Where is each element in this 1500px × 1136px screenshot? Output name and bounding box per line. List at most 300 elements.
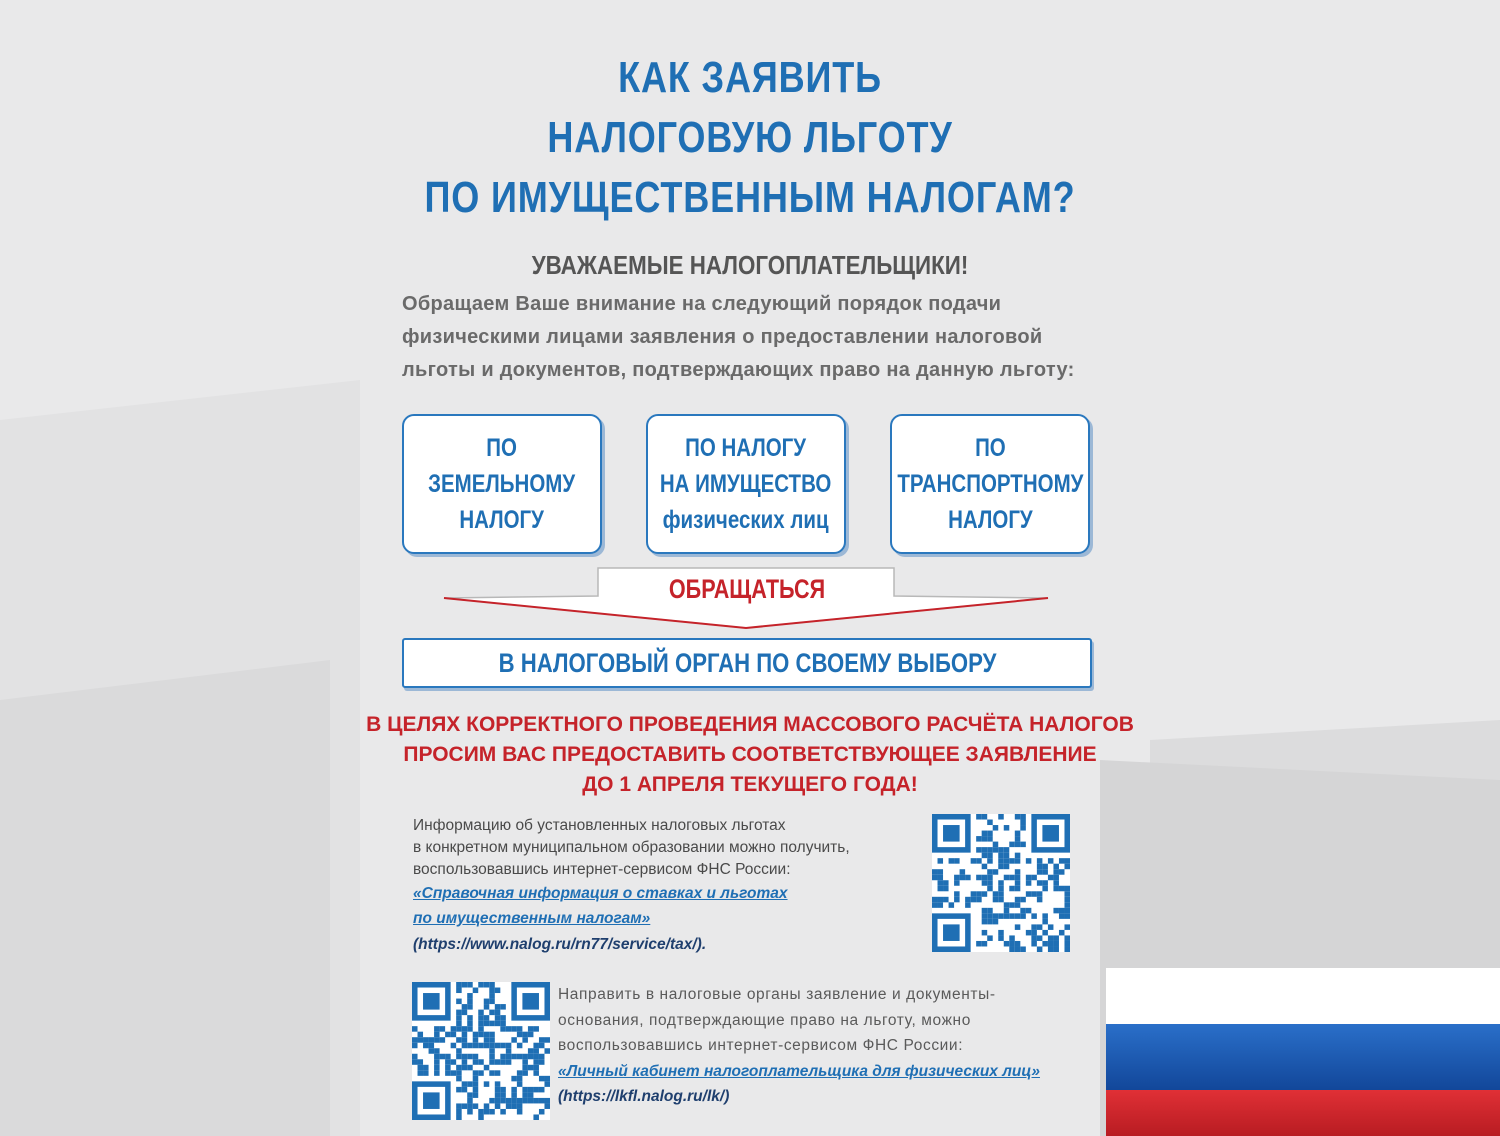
qr-module	[982, 836, 988, 842]
qr-module	[1048, 946, 1054, 952]
qr-module	[434, 1054, 440, 1060]
qr-module	[954, 891, 960, 897]
qr-module	[434, 1070, 440, 1076]
qr-module	[434, 1037, 440, 1043]
qr-module	[511, 1098, 517, 1104]
qr-module	[478, 1015, 484, 1021]
qr-module	[495, 1087, 501, 1093]
qr-module	[456, 1010, 462, 1016]
qr-module	[467, 999, 473, 1005]
qr-module	[473, 1059, 479, 1065]
qr-module	[451, 1032, 457, 1038]
qr-module	[418, 1037, 424, 1043]
qr-module	[528, 1098, 534, 1104]
target-box	[402, 638, 1092, 688]
qr-module	[467, 993, 473, 999]
qr-module	[1004, 908, 1010, 914]
qr-module	[517, 1103, 523, 1109]
qr-module	[462, 1059, 468, 1065]
qr-module	[462, 1043, 468, 1049]
qr-module	[412, 1054, 418, 1060]
qr-module	[456, 1070, 462, 1076]
qr-module	[1064, 946, 1070, 952]
info2-line-2: основания, подтверждающие право на льготу, можно	[558, 1011, 971, 1029]
target-label: В НАЛОГОВЫЙ ОРГАН ПО СВОЕМУ ВЫБОРУ	[498, 647, 996, 678]
qr-module	[429, 1043, 435, 1049]
qr-module	[1064, 897, 1070, 903]
qr-module	[500, 1087, 506, 1093]
qr-module	[1015, 869, 1021, 875]
qr-module	[1064, 886, 1070, 892]
qr-module	[456, 982, 462, 988]
qr-module	[1026, 858, 1032, 864]
qr-module	[511, 1026, 517, 1032]
info2-line-1: Направить в налоговые органы заявление и документы-	[558, 986, 996, 1003]
qr-module	[982, 891, 988, 897]
qr-module	[517, 1081, 523, 1087]
qr-module	[462, 1065, 468, 1071]
qr-module	[1015, 897, 1021, 903]
qr-module	[522, 1037, 528, 1043]
qr-module	[943, 924, 960, 941]
qr-module	[423, 1043, 429, 1049]
rates-service-link-cont[interactable]: по имущественным налогам»	[413, 910, 651, 927]
qr-module	[1004, 853, 1010, 859]
tax-box-line: ПО	[974, 434, 1006, 462]
qr-module	[539, 1087, 545, 1093]
qr-module	[412, 1026, 418, 1032]
qr-module	[1042, 886, 1048, 892]
qr-module	[495, 1004, 501, 1010]
qr-module	[495, 1059, 501, 1065]
qr-module	[976, 897, 982, 903]
qr-module	[544, 1103, 550, 1109]
qr-module	[418, 1070, 424, 1076]
qr-module	[473, 1043, 479, 1049]
qr-module	[484, 1032, 490, 1038]
rates-service-link[interactable]: «Справочная информация о ставках и льготах	[413, 885, 788, 902]
qr-module	[473, 1087, 479, 1093]
qr-module	[506, 1026, 512, 1032]
qr-module	[998, 897, 1004, 903]
qr-module	[478, 1026, 484, 1032]
qr-module	[1009, 941, 1015, 947]
qr-module	[434, 1065, 440, 1071]
qr-module	[998, 858, 1004, 864]
qr-module	[506, 1059, 512, 1065]
qr-module	[1059, 869, 1065, 875]
qr-module	[971, 891, 977, 897]
info1-line-1: Информацию об установленных налоговых льготах	[413, 817, 786, 834]
qr-module	[1009, 913, 1015, 919]
qr-module	[489, 1054, 495, 1060]
qr-module	[511, 1103, 517, 1109]
qr-module	[456, 1021, 462, 1027]
qr-module	[1004, 858, 1010, 864]
qr-module	[1059, 886, 1065, 892]
qr-module	[462, 1010, 468, 1016]
qr-module	[1009, 886, 1015, 892]
qr-module	[1004, 902, 1010, 908]
qr-module	[484, 982, 490, 988]
tax-box-line: НАЛОГУ	[459, 506, 545, 534]
info2-line-3: воспользовавшись интернет-сервисом ФНС России:	[558, 1037, 964, 1054]
qr-module	[976, 875, 982, 881]
info1-line-2: в конкретном муниципальном образовании можно получить,	[413, 839, 850, 856]
qr-module	[993, 869, 999, 875]
qr-module	[517, 1043, 523, 1049]
qr-module	[544, 1048, 550, 1054]
qr-module	[473, 1103, 479, 1109]
qr-module	[976, 891, 982, 897]
qr-module	[467, 982, 473, 988]
qr-module	[522, 1070, 528, 1076]
qr-module	[1042, 880, 1048, 886]
qr-module	[445, 1065, 451, 1071]
qr-module	[517, 1070, 523, 1076]
qr-module	[1026, 908, 1032, 914]
qr-module	[484, 999, 490, 1005]
qr-module	[982, 831, 988, 837]
qr-module	[1064, 891, 1070, 897]
qr-module	[938, 858, 944, 864]
qr-module	[1042, 825, 1059, 842]
qr-module	[456, 1109, 462, 1115]
qr-module	[1026, 891, 1032, 897]
intro-line-3: льготы и документов, подтверждающих право на данную льготу:	[402, 359, 1075, 381]
qr-module	[1037, 935, 1043, 941]
qr-module	[495, 1081, 501, 1087]
qr-module	[1009, 946, 1015, 952]
qr-module	[1015, 902, 1021, 908]
qr-module	[467, 1065, 473, 1071]
qr-module	[976, 858, 982, 864]
title-line-2: НАЛОГОВУЮ ЛЬГОТУ	[547, 113, 953, 162]
qr-module	[982, 930, 988, 936]
qr-module	[1015, 853, 1021, 859]
qr-module	[456, 1054, 462, 1060]
qr-module	[489, 1109, 495, 1115]
qr-module	[932, 869, 938, 875]
warning-line-2: ПРОСИМ ВАС ПРЕДОСТАВИТЬ СООТВЕТСТВУЮЩЕЕ ЗАЯВЛЕНИЕ	[403, 743, 1097, 766]
qr-module	[539, 1076, 545, 1082]
qr-module	[467, 1103, 473, 1109]
qr-module	[1064, 864, 1070, 870]
qr-module	[467, 1098, 473, 1104]
qr-module	[998, 891, 1004, 897]
qr-module	[423, 1070, 429, 1076]
qr-module	[418, 1032, 424, 1038]
qr-module	[1064, 941, 1070, 947]
taxpayer-cabinet-link[interactable]: «Личный кабинет налогоплательщика для физических лиц»	[558, 1062, 1040, 1080]
qr-module	[1026, 930, 1032, 936]
qr-module	[467, 1081, 473, 1087]
qr-module	[506, 1054, 512, 1060]
qr-module	[539, 1098, 545, 1104]
qr-module	[982, 908, 988, 914]
qr-code-icon[interactable]	[412, 982, 550, 1120]
qr-module	[1031, 941, 1037, 947]
page-title	[381, 48, 1119, 228]
qr-module	[473, 1037, 479, 1043]
qr-module	[495, 1070, 501, 1076]
qr-module	[1026, 880, 1032, 886]
tax-box-line: НАЛОГУ	[947, 506, 1033, 534]
qr-module	[500, 1109, 506, 1115]
qr-module	[506, 1043, 512, 1049]
qr-module	[528, 1065, 534, 1071]
qr-module	[982, 853, 988, 859]
qr-module	[932, 875, 938, 881]
qr-module	[1042, 864, 1048, 870]
qr-module	[500, 1026, 506, 1032]
qr-module	[987, 935, 993, 941]
qr-module	[938, 875, 944, 881]
qr-module	[987, 908, 993, 914]
arrow-label: ОБРАЩАТЬСЯ	[668, 574, 826, 604]
qr-module	[533, 1114, 539, 1120]
qr-module	[982, 814, 988, 820]
qr-module	[965, 875, 971, 881]
qr-module	[495, 1010, 501, 1016]
qr-module	[949, 902, 955, 908]
qr-module	[489, 982, 495, 988]
qr-module	[1015, 880, 1021, 886]
qr-module	[484, 1065, 490, 1071]
qr-module	[467, 1021, 473, 1027]
qr-module	[522, 1087, 528, 1093]
qr-module	[489, 1021, 495, 1027]
qr-module	[954, 858, 960, 864]
qr-module	[1004, 847, 1010, 853]
qr-module	[522, 1054, 528, 1060]
qr-module	[1020, 842, 1026, 848]
qr-module	[500, 1059, 506, 1065]
qr-module	[1031, 913, 1037, 919]
qr-module	[489, 1098, 495, 1104]
qr-module	[522, 1098, 528, 1104]
qr-module	[429, 1048, 435, 1054]
qr-module	[473, 1092, 479, 1098]
qr-module	[456, 1037, 462, 1043]
qr-module	[1004, 864, 1010, 870]
qr-module	[965, 902, 971, 908]
qr-module	[478, 1114, 484, 1120]
qr-module	[993, 891, 999, 897]
qr-module	[522, 1032, 528, 1038]
qr-module	[500, 1098, 506, 1104]
qr-module	[489, 999, 495, 1005]
tax-box-line: НА ИМУЩЕСТВО	[660, 470, 832, 498]
qr-module	[445, 1054, 451, 1060]
qr-module	[539, 1059, 545, 1065]
qr-module	[938, 886, 944, 892]
tax-box-line: ЗЕМЕЛЬНОМУ	[428, 470, 576, 498]
qr-module	[954, 875, 960, 881]
qr-module	[1020, 908, 1026, 914]
qr-module	[1042, 919, 1048, 925]
qr-module	[943, 886, 949, 892]
qr-module	[1053, 935, 1059, 941]
qr-module	[418, 1059, 424, 1065]
qr-module	[462, 1004, 468, 1010]
qr-module	[943, 897, 949, 903]
qr-module	[495, 1098, 501, 1104]
qr-module	[478, 1059, 484, 1065]
title-line-1: КАК ЗАЯВИТЬ	[618, 53, 882, 102]
qr-module	[440, 1037, 446, 1043]
intro-paragraph	[402, 288, 1102, 387]
qr-module	[478, 1010, 484, 1016]
qr-module	[982, 875, 988, 881]
deadline-warning	[340, 710, 1160, 800]
qr-module	[489, 1048, 495, 1054]
qr-module	[528, 1048, 534, 1054]
qr-module	[533, 1043, 539, 1049]
qr-module	[522, 1092, 528, 1098]
qr-module	[987, 858, 993, 864]
qr-module	[1009, 842, 1015, 848]
qr-module	[1020, 825, 1026, 831]
qr-code-icon[interactable]	[932, 814, 1070, 952]
qr-module	[993, 897, 999, 903]
qr-module	[489, 1010, 495, 1016]
title-line-3: ПО ИМУЩЕСТВЕННЫМ НАЛОГАМ?	[424, 173, 1076, 222]
qr-module	[484, 1004, 490, 1010]
qr-module	[462, 1103, 468, 1109]
qr-module	[456, 1026, 462, 1032]
qr-module	[533, 1054, 539, 1060]
qr-module	[544, 1081, 550, 1087]
qr-module	[998, 847, 1004, 853]
info1-line-3: воспользовавшись интернет-сервисом ФНС России:	[413, 861, 791, 878]
qr-module	[517, 1098, 523, 1104]
greeting-heading: УВАЖАЕМЫЕ НАЛОГОПЛАТЕЛЬЩИКИ!	[531, 250, 969, 280]
russian-flag-icon	[1106, 968, 1500, 1136]
qr-module	[495, 1043, 501, 1049]
qr-module	[1031, 930, 1037, 936]
qr-module	[993, 847, 999, 853]
tax-box-line: ПО НАЛОГУ	[685, 434, 807, 462]
qr-module	[987, 853, 993, 859]
qr-module	[976, 847, 982, 853]
qr-module	[954, 897, 960, 903]
qr-module	[1009, 935, 1015, 941]
qr-module	[484, 1103, 490, 1109]
qr-module	[938, 897, 944, 903]
property-tax-box	[646, 414, 846, 554]
qr-module	[539, 1043, 545, 1049]
qr-module	[1020, 814, 1026, 820]
qr-module	[998, 814, 1004, 820]
qr-module	[938, 869, 944, 875]
qr-module	[528, 1026, 534, 1032]
qr-module	[1015, 831, 1021, 837]
warning-line-1: В ЦЕЛЯХ КОРРЕКТНОГО ПРОВЕДЕНИЯ МАССОВОГО РАСЧЁТА НАЛОГОВ	[366, 713, 1134, 736]
qr-module	[998, 880, 1004, 886]
qr-module	[1042, 941, 1048, 947]
qr-module	[976, 941, 982, 947]
qr-module	[1015, 946, 1021, 952]
qr-module	[456, 988, 462, 994]
qr-module	[489, 988, 495, 994]
qr-module	[1059, 908, 1065, 914]
qr-module	[1042, 913, 1048, 919]
qr-module	[451, 1043, 457, 1049]
qr-module	[473, 1054, 479, 1060]
qr-module	[982, 913, 988, 919]
qr-module	[1015, 814, 1021, 820]
rates-service-url[interactable]: (https://www.nalog.ru/rn77/service/tax/).	[413, 936, 707, 953]
qr-module	[1059, 858, 1065, 864]
qr-module	[998, 930, 1004, 936]
qr-module	[1031, 924, 1037, 930]
qr-module	[528, 1032, 534, 1038]
qr-module	[1015, 924, 1021, 930]
qr-module	[533, 1098, 539, 1104]
tax-box-line: ТРАНСПОРТНОМУ	[897, 470, 1084, 498]
qr-module	[511, 1076, 517, 1082]
qr-module	[506, 1103, 512, 1109]
qr-module	[473, 1081, 479, 1087]
qr-module	[489, 1032, 495, 1038]
qr-module	[1015, 842, 1021, 848]
qr-module	[1004, 941, 1010, 947]
qr-module	[462, 1026, 468, 1032]
qr-module	[1020, 820, 1026, 826]
qr-module	[456, 999, 462, 1005]
qr-module	[467, 1015, 473, 1021]
qr-module	[539, 1037, 545, 1043]
qr-module	[539, 1109, 545, 1115]
qr-module	[1053, 869, 1059, 875]
intro-line-2: физическими лицами заявления о предоставлении налоговой	[402, 326, 1043, 348]
qr-module	[932, 902, 938, 908]
qr-module	[1048, 924, 1054, 930]
qr-module	[467, 1109, 473, 1115]
qr-module	[511, 1054, 517, 1060]
qr-module	[478, 1043, 484, 1049]
benefits-info-block	[413, 815, 923, 956]
qr-module	[451, 1026, 457, 1032]
qr-module	[1037, 864, 1043, 870]
qr-module	[484, 1015, 490, 1021]
qr-module	[998, 853, 1004, 859]
qr-module	[982, 847, 988, 853]
qr-module	[1015, 858, 1021, 864]
qr-module	[539, 1054, 545, 1060]
qr-module	[1004, 913, 1010, 919]
qr-module	[517, 1032, 523, 1038]
qr-module	[987, 831, 993, 837]
qr-module	[418, 1065, 424, 1071]
qr-module	[1031, 935, 1037, 941]
qr-module	[451, 1070, 457, 1076]
qr-module	[987, 847, 993, 853]
qr-module	[473, 1070, 479, 1076]
qr-module	[1064, 935, 1070, 941]
intro-line-1: Обращаем Ваше внимание на следующий порядок подачи	[402, 293, 1002, 315]
qr-module	[489, 993, 495, 999]
qr-module	[987, 836, 993, 842]
qr-module	[489, 1059, 495, 1065]
qr-module	[473, 1076, 479, 1082]
qr-module	[522, 1059, 528, 1065]
qr-module	[434, 1048, 440, 1054]
qr-module	[938, 880, 944, 886]
taxpayer-cabinet-url[interactable]: (https://lkfl.nalog.ru/lk/)	[558, 1088, 730, 1105]
qr-module	[976, 814, 982, 820]
